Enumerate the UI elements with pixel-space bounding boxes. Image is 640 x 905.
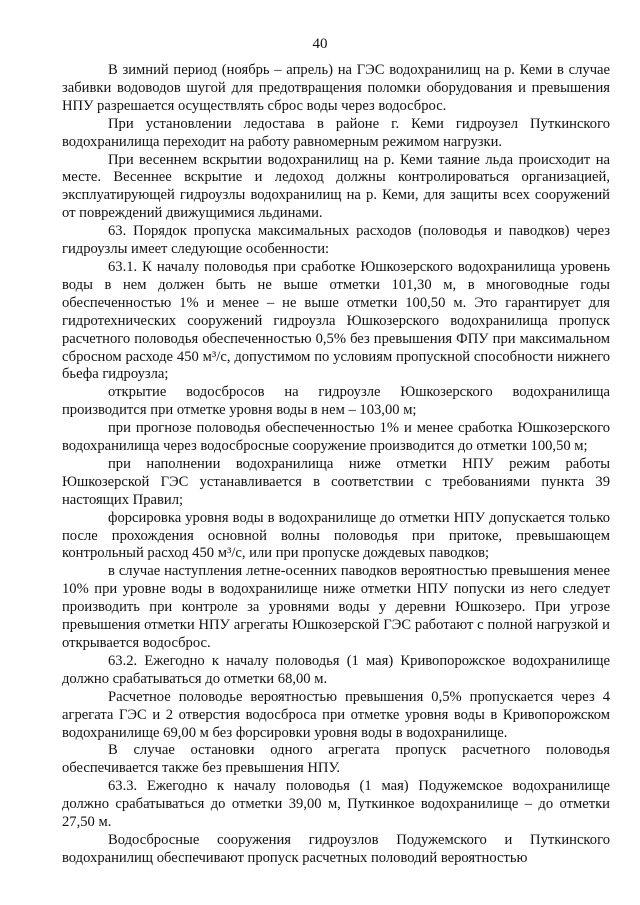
paragraph-forecast-drawdown: при прогнозе половодья обеспеченностью 1% и менее сработка Юшкозерского водохранилища через водосбросные сооружение производится до отметки 100,50 м; bbox=[62, 420, 610, 455]
paragraph-spring-breakup: При весеннем вскрытии водохранилищ на р. Кеми таяние льда происходит на месте. Весеннее вскрытие и ледоход должны контролироваться организацией, эксплуатирующей гидроузлы водохранилищ на р. Кеми, для защиты всех сооружений от повреждений движущимися льдинами. bbox=[62, 151, 610, 222]
paragraph-clause-63-1: 63.1. К началу половодья при сработке Юшкозерского водохранилища уровень воды в нем должен быть не выше отметки 101,30 м, в многоводные годы обеспеченностью 1% и менее – не выше отметки 100,50 м. Это гарантирует для гидротехнических сооружений гидроузла Юшкозерского водохранилища пропуск расчетного половодья обеспеченностью 0,5% без превышения ФПУ при максимальном сбросном расходе 450 м³/с, допустимом по условиям пропускной способности нижнего бьефа гидроузла; bbox=[62, 258, 610, 383]
paragraph-unit-stop: В случае остановки одного агрегата пропуск расчетного половодья обеспечивается также без превышения НПУ. bbox=[62, 742, 610, 777]
paragraph-summer-floods: в случае наступления летне-осенних паводков вероятностью превышения менее 10% при уровне воды в водохранилище ниже отметки НПУ попуски из него следует производить при контроле за уровнями воды у деревни Юшкозеро. При угрозе превышения отметки НПУ агрегаты Юшкозерской ГЭС работают с полной нагрузкой и открывается водосброс. bbox=[62, 563, 610, 651]
paragraph-ice-cover: При установлении ледостава в районе г. Кеми гидроузел Путкинского водохранилища переходит на работу равномерным режимом нагрузки. bbox=[62, 115, 610, 150]
paragraph-clause-63-2: 63.2. Ежегодно к началу половодья (1 мая) Кривопорожское водохранилище должно срабатываться до отметки 68,00 м. bbox=[62, 652, 610, 687]
paragraph-clause-63-3: 63.3. Ежегодно к началу половодья (1 мая) Подужемское водохранилище должно срабатываться до отметки 39,00 м, Путкинкое водохранилище – до отметки 27,50 м. bbox=[62, 778, 610, 831]
page-number: 40 bbox=[312, 36, 328, 52]
paragraph-clause-63: 63. Порядок пропуска максимальных расходов (половодья и паводков) через гидроузлы имеет следующие особенности: bbox=[62, 223, 610, 258]
paragraph-spillway-structures: Водосбросные сооружения гидроузлов Подужемского и Путкинского водохранилищ обеспечивают пропуск расчетных половодий вероятностью bbox=[62, 831, 610, 866]
document-body bbox=[62, 62, 610, 868]
paragraph-filling-regime: при наполнении водохранилища ниже отметки НПУ режим работы Юшкозерской ГЭС устанавливается в соответствии с требованиями пункта 39 настоящих Правил; bbox=[62, 455, 610, 508]
paragraph-winter-period: В зимний период (ноябрь – апрель) на ГЭС водохранилищ на р. Кеми в случае забивки водоводов шугой для предотвращения поломки оборудования и превышения НПУ разрешается осуществлять сброс воды через водосброс. bbox=[62, 62, 610, 114]
paragraph-spillway-opening: открытие водосбросов на гидроузле Юшкозерского водохранилища производится при отметке уровня воды в нем – 103,00 м; bbox=[62, 384, 610, 419]
paragraph-forcing-level: форсировка уровня воды в водохранилище до отметки НПУ допускается только после прохождения основной волны половодья при притоке, превышающем контрольный расход 450 м³/с, или при пропуске дождевых паводков; bbox=[62, 509, 610, 562]
paragraph-design-flood: Расчетное половодье вероятностью превышения 0,5% пропускается через 4 агрегата ГЭС и 2 отверстия водосброса при отметке уровня воды в Кривопорожском водохранилище 69,00 м без форсировки уровня воды в водохранилище. bbox=[62, 688, 610, 741]
